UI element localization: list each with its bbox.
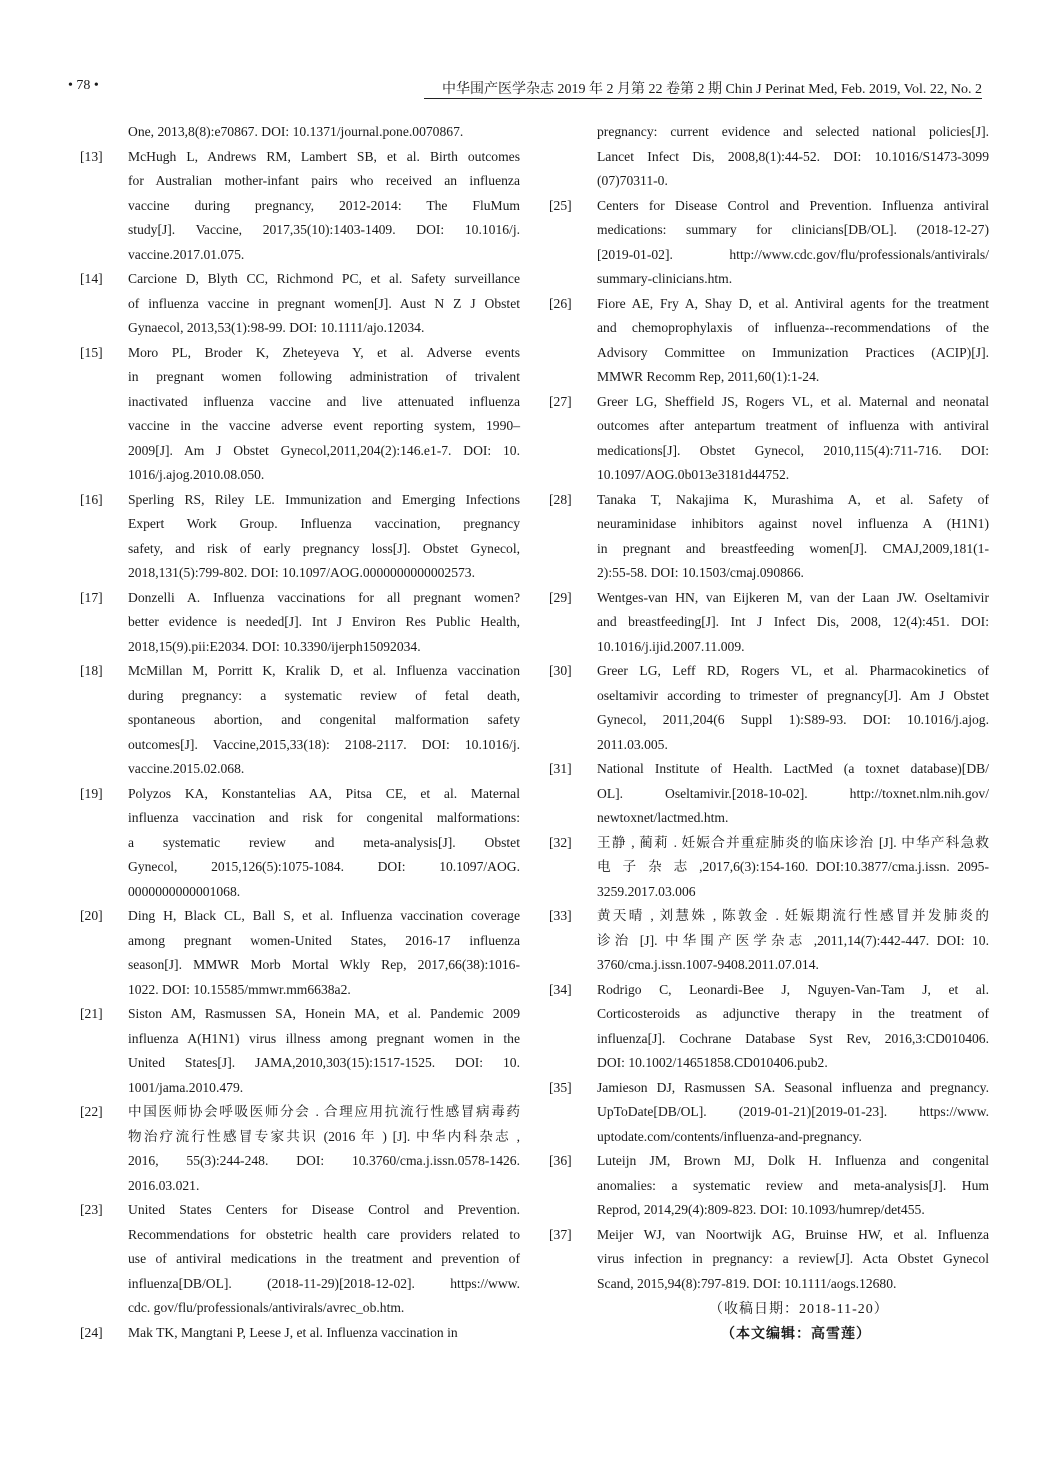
reference-line: 2018,15(9).pii:E2034. DOI: 10.3390/ijerph15092034. bbox=[128, 638, 421, 654]
left-column bbox=[80, 120, 520, 1345]
reference-number: [36] bbox=[549, 1153, 572, 1168]
reference-item bbox=[80, 341, 520, 488]
reference-line: 2016, 55(3):244-248. DOI: 10.3760/cma.j.issn.0578-1426. bbox=[128, 1153, 520, 1168]
reference-line: oseltamivir according to trimester of pregnancy[J]. Am J Obstet bbox=[597, 687, 989, 703]
reference-number: [20] bbox=[80, 908, 103, 923]
reference-line: UpToDate[DB/OL]. (2019-01-21)[2019-01-23]. https://www. bbox=[597, 1104, 989, 1119]
reference-text bbox=[597, 292, 989, 390]
reference-line: Ding H, Black CL, Ball S, et al. Influenza vaccination coverage bbox=[128, 908, 520, 923]
reference-line: influenza vaccination and risk for congenital malformations: bbox=[128, 810, 520, 825]
reference-line: outcomes after antepartum treatment of influenza with antiviral bbox=[597, 418, 989, 433]
reference-item bbox=[549, 904, 989, 978]
reference-line: 中国医师协会呼吸医师分会 . 合理应用抗流行性感冒病毒药 bbox=[128, 1104, 520, 1119]
reference-line: 10.1097/AOG.0b013e3181d44752. bbox=[597, 467, 790, 482]
reference-line: better evidence is needed[J]. Int J Environ Res Public Health, bbox=[128, 614, 520, 629]
reference-line: Moro PL, Broder K, Zheteyeva Y, et al. Adverse events bbox=[128, 344, 520, 360]
reference-number: [23] bbox=[80, 1202, 103, 1217]
reference-text bbox=[128, 341, 520, 488]
reference-line: Centers for Disease Control and Prevention. Influenza antiviral bbox=[597, 197, 989, 213]
reference-line: spontaneous abortion, and congenital malformation safety bbox=[128, 712, 520, 727]
reference-line: outcomes[J]. Vaccine,2015,33(18): 2108-2117. DOI: 10.1016/j. bbox=[128, 736, 520, 752]
reference-line: safety, and risk of early pregnancy loss[J]. Obstet Gynecol, bbox=[128, 540, 520, 556]
reference-line: 2009[J]. Am J Obstet Gynecol,2011,204(2):146.e1-7. DOI: 10. bbox=[128, 442, 520, 458]
reference-line: 王静 , 蔺莉 . 妊娠合并重症肺炎的临床诊治 [J]. 中华产科急救 bbox=[597, 834, 989, 850]
reference-line: Greer LG, Leff RD, Rogers VL, et al. Pharmacokinetics of bbox=[597, 663, 989, 678]
reference-line: Corticosteroids as adjunctive therapy in the treatment of bbox=[597, 1006, 989, 1021]
reference-line: influenza[DB/OL]. (2018-11-29)[2018-12-02]. https://www. bbox=[128, 1275, 520, 1291]
reference-line: 2016.03.021. bbox=[128, 1177, 200, 1193]
reference-line: Fiore AE, Fry A, Shay D, et al. Antiviral agents for the treatment bbox=[597, 295, 989, 311]
reference-item bbox=[80, 586, 520, 660]
reference-line: 10.1016/j.ijid.2007.11.009. bbox=[597, 638, 745, 654]
reference-number: [30] bbox=[549, 663, 572, 678]
reference-line: for Australian mother-infant pairs who received an influenza bbox=[128, 173, 520, 188]
reference-text bbox=[128, 1321, 520, 1346]
header-rule bbox=[424, 98, 982, 99]
reference-line: Luteijn JM, Brown MJ, Dolk H. Influenza and congenital bbox=[597, 1153, 989, 1168]
reference-line: Donzelli A. Influenza vaccinations for all pregnant women? bbox=[128, 589, 520, 605]
reference-line: 1016/j.ajog.2010.08.050. bbox=[128, 467, 265, 482]
reference-item bbox=[80, 904, 520, 1002]
reference-line: summary-clinicians.htm. bbox=[597, 271, 733, 286]
reference-number: [33] bbox=[549, 908, 572, 923]
reference-item bbox=[80, 1198, 520, 1321]
reference-line: 黄天晴 , 刘慧姝 , 陈敦金 . 妊娠期流行性感冒并发肺炎的 bbox=[597, 908, 989, 923]
reference-line: anomalies: a systematic review and meta-analysis[J]. Hum bbox=[597, 1177, 989, 1193]
reference-line: newtoxnet/lactmed.htm. bbox=[597, 810, 729, 825]
reference-line: Reprod, 2014,29(4):809-823. DOI: 10.1093/humrep/det455. bbox=[597, 1202, 925, 1217]
reference-line: 电 子 杂 志 ,2017,6(3):154-160. DOI:10.3877/cma.j.issn. 2095- bbox=[597, 859, 989, 874]
reference-line: [2019-01-02]. http://www.cdc.gov/flu/professionals/antivirals/ bbox=[597, 246, 989, 262]
reference-item bbox=[549, 292, 989, 390]
reference-text bbox=[597, 757, 989, 831]
reference-line: and chemoprophylaxis of influenza--recommendations of the bbox=[597, 320, 989, 335]
reference-line: Recommendations for obstetric health care providers related to bbox=[128, 1226, 520, 1242]
reference-line: 物治疗流行性感冒专家共识 (2016 年 ) [J]. 中华内科杂志 , bbox=[128, 1128, 520, 1144]
reference-number: [25] bbox=[549, 197, 572, 213]
reference-line: National Institute of Health. LactMed (a toxnet database)[DB/ bbox=[597, 761, 989, 776]
reference-continuation bbox=[549, 120, 989, 194]
reference-item bbox=[80, 659, 520, 782]
reference-text bbox=[597, 831, 989, 905]
reference-item bbox=[549, 586, 989, 660]
reference-item bbox=[80, 145, 520, 268]
reference-line: a systematic review and meta-analysis[J]. Obstet bbox=[128, 834, 520, 850]
reference-line: United States[J]. JAMA,2010,303(15):1517-1525. DOI: 10. bbox=[128, 1055, 520, 1070]
reference-text bbox=[128, 782, 520, 905]
reference-line: study[J]. Vaccine, 2017,35(10):1403-1409. DOI: 10.1016/j. bbox=[128, 222, 520, 237]
reference-line: United States Centers for Disease Control and Prevention. bbox=[128, 1202, 520, 1217]
reference-line: medications: summary for clinicians[DB/OL]. (2018-12-27) bbox=[597, 222, 989, 237]
reference-number: [28] bbox=[549, 491, 572, 507]
reference-line: 3760/cma.j.issn.1007-9408.2011.07.014. bbox=[597, 957, 819, 972]
reference-line: 1001/jama.2010.479. bbox=[128, 1079, 244, 1095]
reference-text bbox=[597, 390, 989, 488]
reference-line: inactivated influenza vaccine and live attenuated influenza bbox=[128, 393, 520, 409]
reference-text bbox=[128, 659, 520, 782]
reference-line: in pregnant women following administration of trivalent bbox=[128, 369, 520, 384]
reference-line: 1022. DOI: 10.15585/mmwr.mm6638a2. bbox=[128, 981, 351, 997]
reference-line: vaccine.2015.02.068. bbox=[128, 761, 245, 776]
reference-text bbox=[128, 145, 520, 268]
reference-line: 2011.03.005. bbox=[597, 736, 668, 752]
reference-line: vaccine.2017.01.075. bbox=[128, 246, 245, 262]
reference-text bbox=[597, 586, 989, 660]
reference-line: McHugh L, Andrews RM, Lambert SB, et al. Birth outcomes bbox=[128, 148, 520, 164]
reference-line: Greer LG, Sheffield JS, Rogers VL, et al. Maternal and neonatal bbox=[597, 393, 989, 409]
reference-line: Rodrigo C, Leonardi-Bee J, Nguyen-Van-Tam J, et al. bbox=[597, 981, 989, 997]
reference-line: season[J]. MMWR Morb Mortal Wkly Rep, 2017,66(38):1016- bbox=[128, 957, 520, 972]
running-title: 中华围产医学杂志 2019 年 2 月第 22 卷第 2 期 Chin J Perinat Med, Feb. 2019, Vol. 22, No. 2 bbox=[441, 82, 982, 97]
reference-line: 3259.2017.03.006 bbox=[597, 883, 696, 899]
reference-line: Expert Work Group. Influenza vaccination, pregnancy bbox=[128, 516, 520, 531]
reference-number: [27] bbox=[549, 393, 572, 409]
reference-line: Siston AM, Rasmussen SA, Honein MA, et al. Pandemic 2009 bbox=[128, 1006, 520, 1021]
reference-text bbox=[597, 978, 989, 1076]
reference-line: Advisory Committee on Immunization Practices (ACIP)[J]. bbox=[597, 344, 989, 360]
reference-line: uptodate.com/contents/influenza-and-pregnancy. bbox=[597, 1128, 862, 1144]
reference-number: [14] bbox=[80, 271, 103, 286]
reference-continuation bbox=[80, 120, 520, 145]
reference-item bbox=[549, 757, 989, 831]
reference-number: [37] bbox=[549, 1226, 572, 1242]
reference-number: [21] bbox=[80, 1006, 103, 1021]
reference-line: Jamieson DJ, Rasmussen SA. Seasonal influenza and pregnancy. bbox=[597, 1079, 989, 1095]
reference-number: [34] bbox=[549, 981, 572, 997]
reference-line: Scand, 2015,94(8):797-819. DOI: 10.1111/aogs.12680. bbox=[597, 1275, 897, 1291]
reference-item bbox=[549, 978, 989, 1076]
reference-line: vaccine in the vaccine adverse event reporting system, 1990– bbox=[128, 418, 520, 433]
reference-text bbox=[597, 904, 989, 978]
reference-line: MMWR Recomm Rep, 2011,60(1):1-24. bbox=[597, 369, 820, 384]
reference-text bbox=[128, 120, 520, 145]
reference-item bbox=[549, 194, 989, 292]
reference-item bbox=[80, 1100, 520, 1198]
reference-line: neuraminidase inhibitors against novel influenza A (H1N1) bbox=[597, 516, 989, 531]
reference-line: Gynecol, 2011,204(6 Suppl 1):S89-93. DOI: 10.1016/j.ajog. bbox=[597, 712, 989, 727]
reference-line: 2):55-58. DOI: 10.1503/cmaj.090866. bbox=[597, 565, 804, 580]
reference-line: and breastfeeding[J]. Int J Infect Dis, 2008, 12(4):451. DOI: bbox=[597, 614, 989, 629]
reference-line: Tanaka T, Nakajima K, Murashima A, et al. Safety of bbox=[597, 491, 989, 507]
reference-line: (07)70311-0. bbox=[597, 173, 668, 188]
reference-number: [13] bbox=[80, 148, 103, 164]
reference-line: during pregnancy: a systematic review of fetal death, bbox=[128, 687, 520, 703]
reference-item bbox=[549, 488, 989, 586]
reference-line: among pregnant women-United States, 2016-17 influenza bbox=[128, 932, 520, 948]
page-header bbox=[68, 78, 982, 100]
reference-line: One, 2013,8(8):e70867. DOI: 10.1371/journal.pone.0070867. bbox=[128, 124, 464, 139]
reference-text bbox=[128, 904, 520, 1002]
reference-item bbox=[80, 1321, 520, 1346]
reference-number: [31] bbox=[549, 761, 572, 776]
received-date: （收稿日期：2018-11-20） bbox=[709, 1302, 889, 1317]
reference-number: [17] bbox=[80, 589, 103, 605]
reference-number: [26] bbox=[549, 295, 572, 311]
reference-line: virus infection in pregnancy: a review[J]. Acta Obstet Gynecol bbox=[597, 1251, 989, 1266]
reference-number: [35] bbox=[549, 1079, 572, 1095]
reference-line: Gynecol, 2015,126(5):1075-1084. DOI: 10.1097/AOG. bbox=[128, 859, 520, 874]
reference-line: influenza A(H1N1) virus illness among pregnant women in the bbox=[128, 1030, 520, 1046]
reference-line: DOI: 10.1002/14651858.CD010406.pub2. bbox=[597, 1055, 828, 1070]
reference-line: Mak TK, Mangtani P, Leese J, et al. Influenza vaccination in bbox=[128, 1324, 458, 1340]
reference-text bbox=[128, 267, 520, 341]
reference-number: [24] bbox=[80, 1324, 103, 1340]
reference-line: Polyzos KA, Konstantelias AA, Pitsa CE, et al. Maternal bbox=[128, 785, 520, 801]
reference-item bbox=[80, 267, 520, 341]
reference-item bbox=[80, 488, 520, 586]
reference-line: pregnancy: current evidence and selected national policies[J]. bbox=[597, 124, 989, 139]
reference-text bbox=[128, 488, 520, 586]
reference-text bbox=[128, 1198, 520, 1321]
reference-line: 诊治 [J]. 中华围产医学杂志 ,2011,14(7):442-447. DOI: 10. bbox=[597, 932, 989, 948]
reference-text bbox=[128, 1002, 520, 1100]
reference-item bbox=[80, 1002, 520, 1100]
reference-item bbox=[80, 782, 520, 905]
reference-line: medications[J]. Obstet Gynecol, 2010,115(4):711-716. DOI: bbox=[597, 442, 989, 458]
reference-line: 2018,131(5):799-802. DOI: 10.1097/AOG.0000000000002573. bbox=[128, 565, 475, 580]
reference-number: [15] bbox=[80, 344, 103, 360]
reference-line: Carcione D, Blyth CC, Richmond PC, et al. Safety surveillance bbox=[128, 271, 520, 286]
reference-line: cdc. gov/flu/professionals/antivirals/avrec_ob.htm. bbox=[128, 1300, 405, 1315]
reference-line: vaccine during pregnancy, 2012-2014: The FluMum bbox=[128, 197, 520, 213]
page-number: • 78 • bbox=[68, 78, 99, 93]
reference-line: Wentges-van HN, van Eijkeren M, van der Laan JW. Oseltamivir bbox=[597, 589, 989, 605]
reference-line: Gynaecol, 2013,53(1):98-99. DOI: 10.1111/ajo.12034. bbox=[128, 320, 425, 335]
reference-line: Sperling RS, Riley LE. Immunization and Emerging Infections bbox=[128, 491, 520, 507]
reference-line: Lancet Infect Dis, 2008,8(1):44-52. DOI: 10.1016/S1473-3099 bbox=[597, 148, 989, 164]
reference-line: influenza[J]. Cochrane Database Syst Rev, 2016,3:CD010406. bbox=[597, 1030, 989, 1046]
reference-text bbox=[128, 586, 520, 660]
reference-text bbox=[597, 120, 989, 194]
editor-credit: （本文编辑：高雪莲） bbox=[721, 1326, 871, 1342]
reference-item bbox=[549, 1223, 989, 1297]
reference-line: McMillan M, Porritt K, Kralik D, et al. Influenza vaccination bbox=[128, 663, 520, 678]
reference-line: use of antiviral medications in the treatment and prevention of bbox=[128, 1251, 520, 1266]
reference-text bbox=[597, 194, 989, 292]
reference-item bbox=[549, 659, 989, 757]
reference-number: [16] bbox=[80, 491, 103, 507]
reference-text bbox=[597, 1223, 989, 1297]
right-column bbox=[549, 120, 989, 1347]
reference-line: Meijer WJ, van Noortwijk AG, Bruinse HW, et al. Influenza bbox=[597, 1226, 989, 1242]
reference-line: 0000000000001068. bbox=[128, 883, 241, 899]
reference-text bbox=[597, 1076, 989, 1150]
reference-text bbox=[597, 659, 989, 757]
reference-text bbox=[128, 1100, 520, 1198]
reference-number: [19] bbox=[80, 785, 103, 801]
reference-item bbox=[549, 1149, 989, 1223]
reference-number: [22] bbox=[80, 1104, 103, 1119]
reference-number: [18] bbox=[80, 663, 103, 678]
reference-number: [32] bbox=[549, 834, 572, 850]
reference-text bbox=[597, 1149, 989, 1223]
reference-text bbox=[597, 488, 989, 586]
reference-line: of influenza vaccine in pregnant women[J]. Aust N Z J Obstet bbox=[128, 295, 520, 311]
reference-item bbox=[549, 1076, 989, 1150]
reference-item bbox=[549, 390, 989, 488]
reference-number: [29] bbox=[549, 589, 572, 605]
reference-line: in pregnant and breastfeeding women[J]. CMAJ,2009,181(1- bbox=[597, 540, 989, 556]
reference-item bbox=[549, 831, 989, 905]
reference-line: OL]. Oseltamivir.[2018-10-02]. http://toxnet.nlm.nih.gov/ bbox=[597, 785, 989, 801]
